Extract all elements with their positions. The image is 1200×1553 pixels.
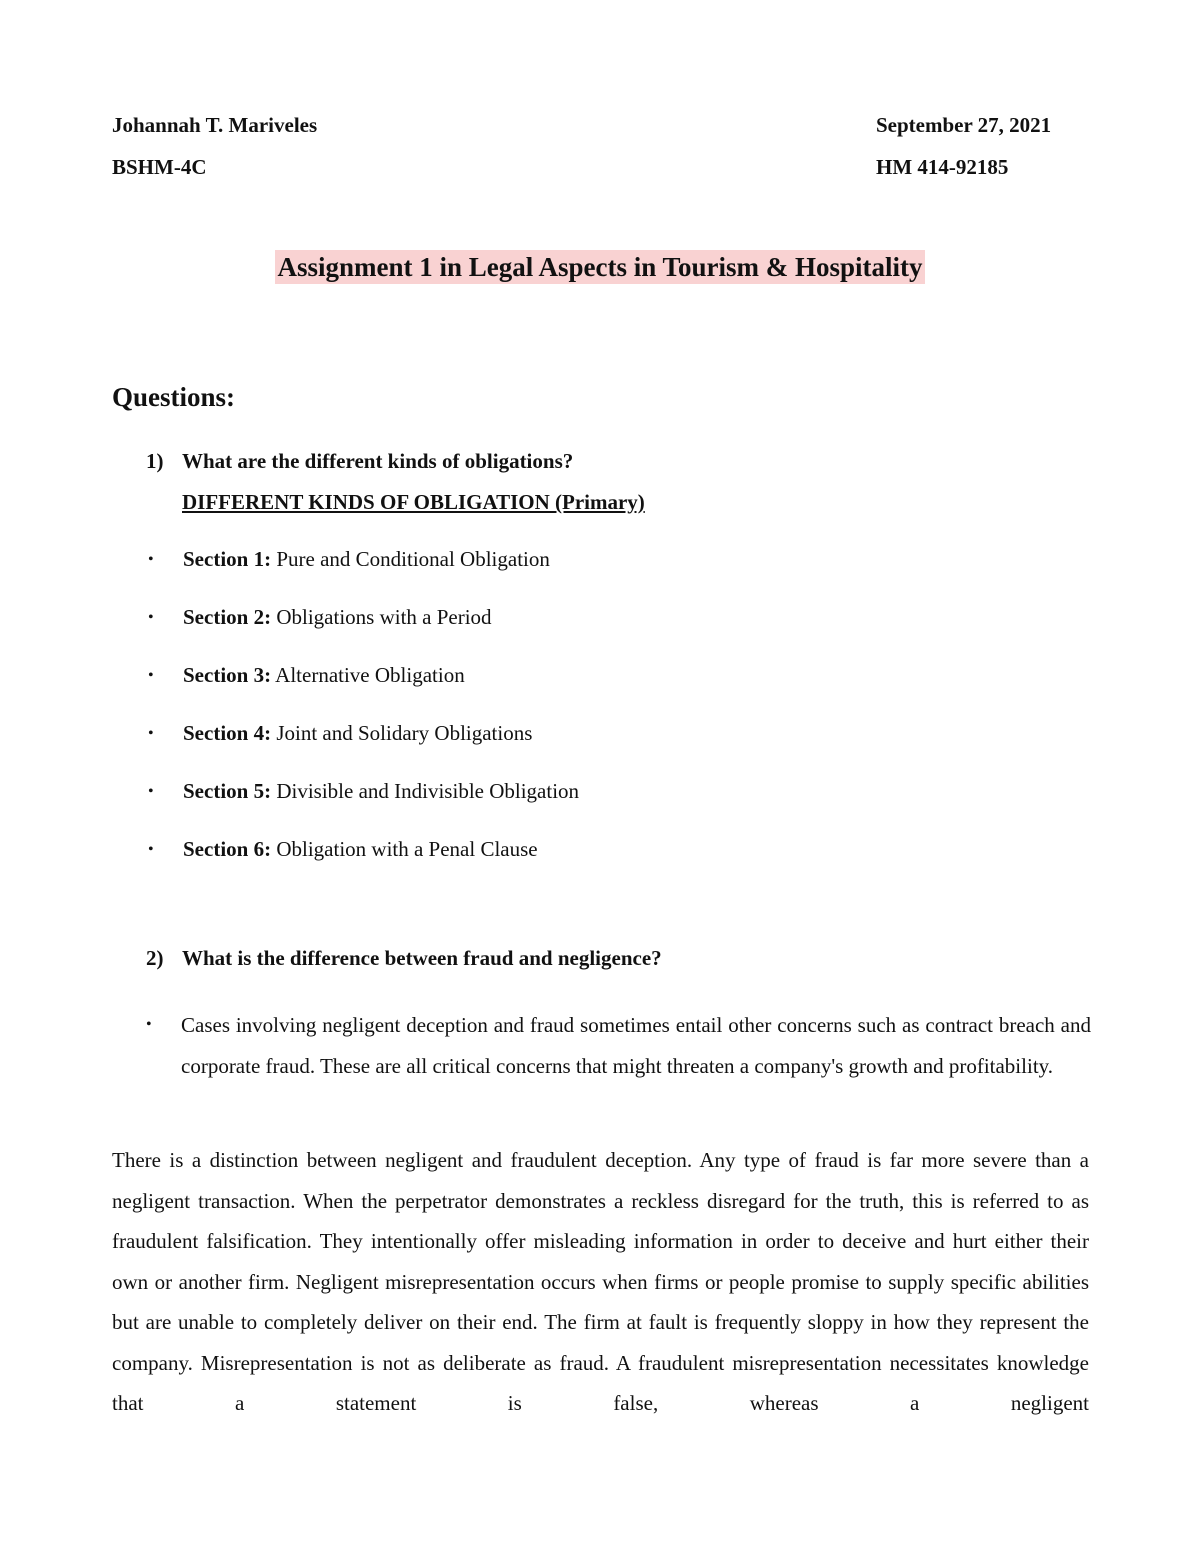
bullet-icon: •	[148, 725, 154, 742]
section-label: Section 2:	[183, 605, 272, 629]
section-label: Section 4:	[183, 721, 272, 745]
bullet-icon: •	[146, 1016, 152, 1033]
question-2-bullet-text: Cases involving negligent deception and fraud sometimes entail other concerns such as contract breach and corporate fraud. These are all critical concerns that might threaten a company's growth and profitability.	[181, 1013, 1091, 1078]
bullet-icon: •	[148, 551, 154, 568]
question-1-subheading: DIFFERENT KINDS OF OBLIGATION (Primary)	[182, 490, 645, 514]
section-label: Section 3:	[183, 663, 272, 687]
section-text: Divisible and Indivisible Obligation	[276, 779, 580, 803]
section-label: Section 6:	[183, 837, 272, 861]
student-section: BSHM-4C	[112, 155, 207, 179]
questions-heading: Questions:	[112, 382, 236, 412]
section-text: Pure and Conditional Obligation	[276, 547, 550, 571]
bullet-icon: •	[148, 783, 154, 800]
submission-date: September 27, 2021	[876, 113, 1052, 137]
section-label: Section 1:	[183, 547, 272, 571]
question-2-text: What is the difference between fraud and negligence?	[182, 946, 662, 970]
course-code: HM 414-92185	[876, 155, 1009, 179]
question-2-paragraph: There is a distinction between negligent and fraudulent deception. Any type of fraud is far more severe than a negligent transaction. When the perpetrator demonstrates a reckless disregard for the truth, this is referred to as fraudulent falsification. They intentionally offer misleading information in order to deceive and hurt either their own or another firm. Negligent misrepresentation occurs when firms or people promise to supply specific abilities but are unable to completely deliver on their end. The firm at fault is frequently sloppy in how they represent the company. Misrepresentation is not as deliberate as fraud. A fraudulent misrepresentation necessitates knowledge that a statement is false, whereas a negligent	[112, 1148, 1089, 1415]
question-1-number: 1)	[146, 449, 164, 473]
bullet-icon: •	[148, 841, 154, 858]
assignment-title-text: Assignment 1 in Legal Aspects in Tourism & Hospitality	[277, 252, 923, 282]
student-name: Johannah T. Mariveles	[112, 113, 318, 137]
bullet-icon: •	[148, 609, 154, 626]
bullet-icon: •	[148, 667, 154, 684]
section-text: Joint and Solidary Obligations	[276, 721, 533, 745]
section-text: Alternative Obligation	[275, 663, 465, 687]
question-1-text: What are the different kinds of obligations?	[182, 449, 574, 473]
section-text: Obligations with a Period	[276, 605, 492, 629]
section-text: Obligation with a Penal Clause	[276, 837, 538, 861]
question-2-number: 2)	[146, 946, 164, 970]
assignment-title	[0, 252, 1200, 283]
section-label: Section 5:	[183, 779, 272, 803]
